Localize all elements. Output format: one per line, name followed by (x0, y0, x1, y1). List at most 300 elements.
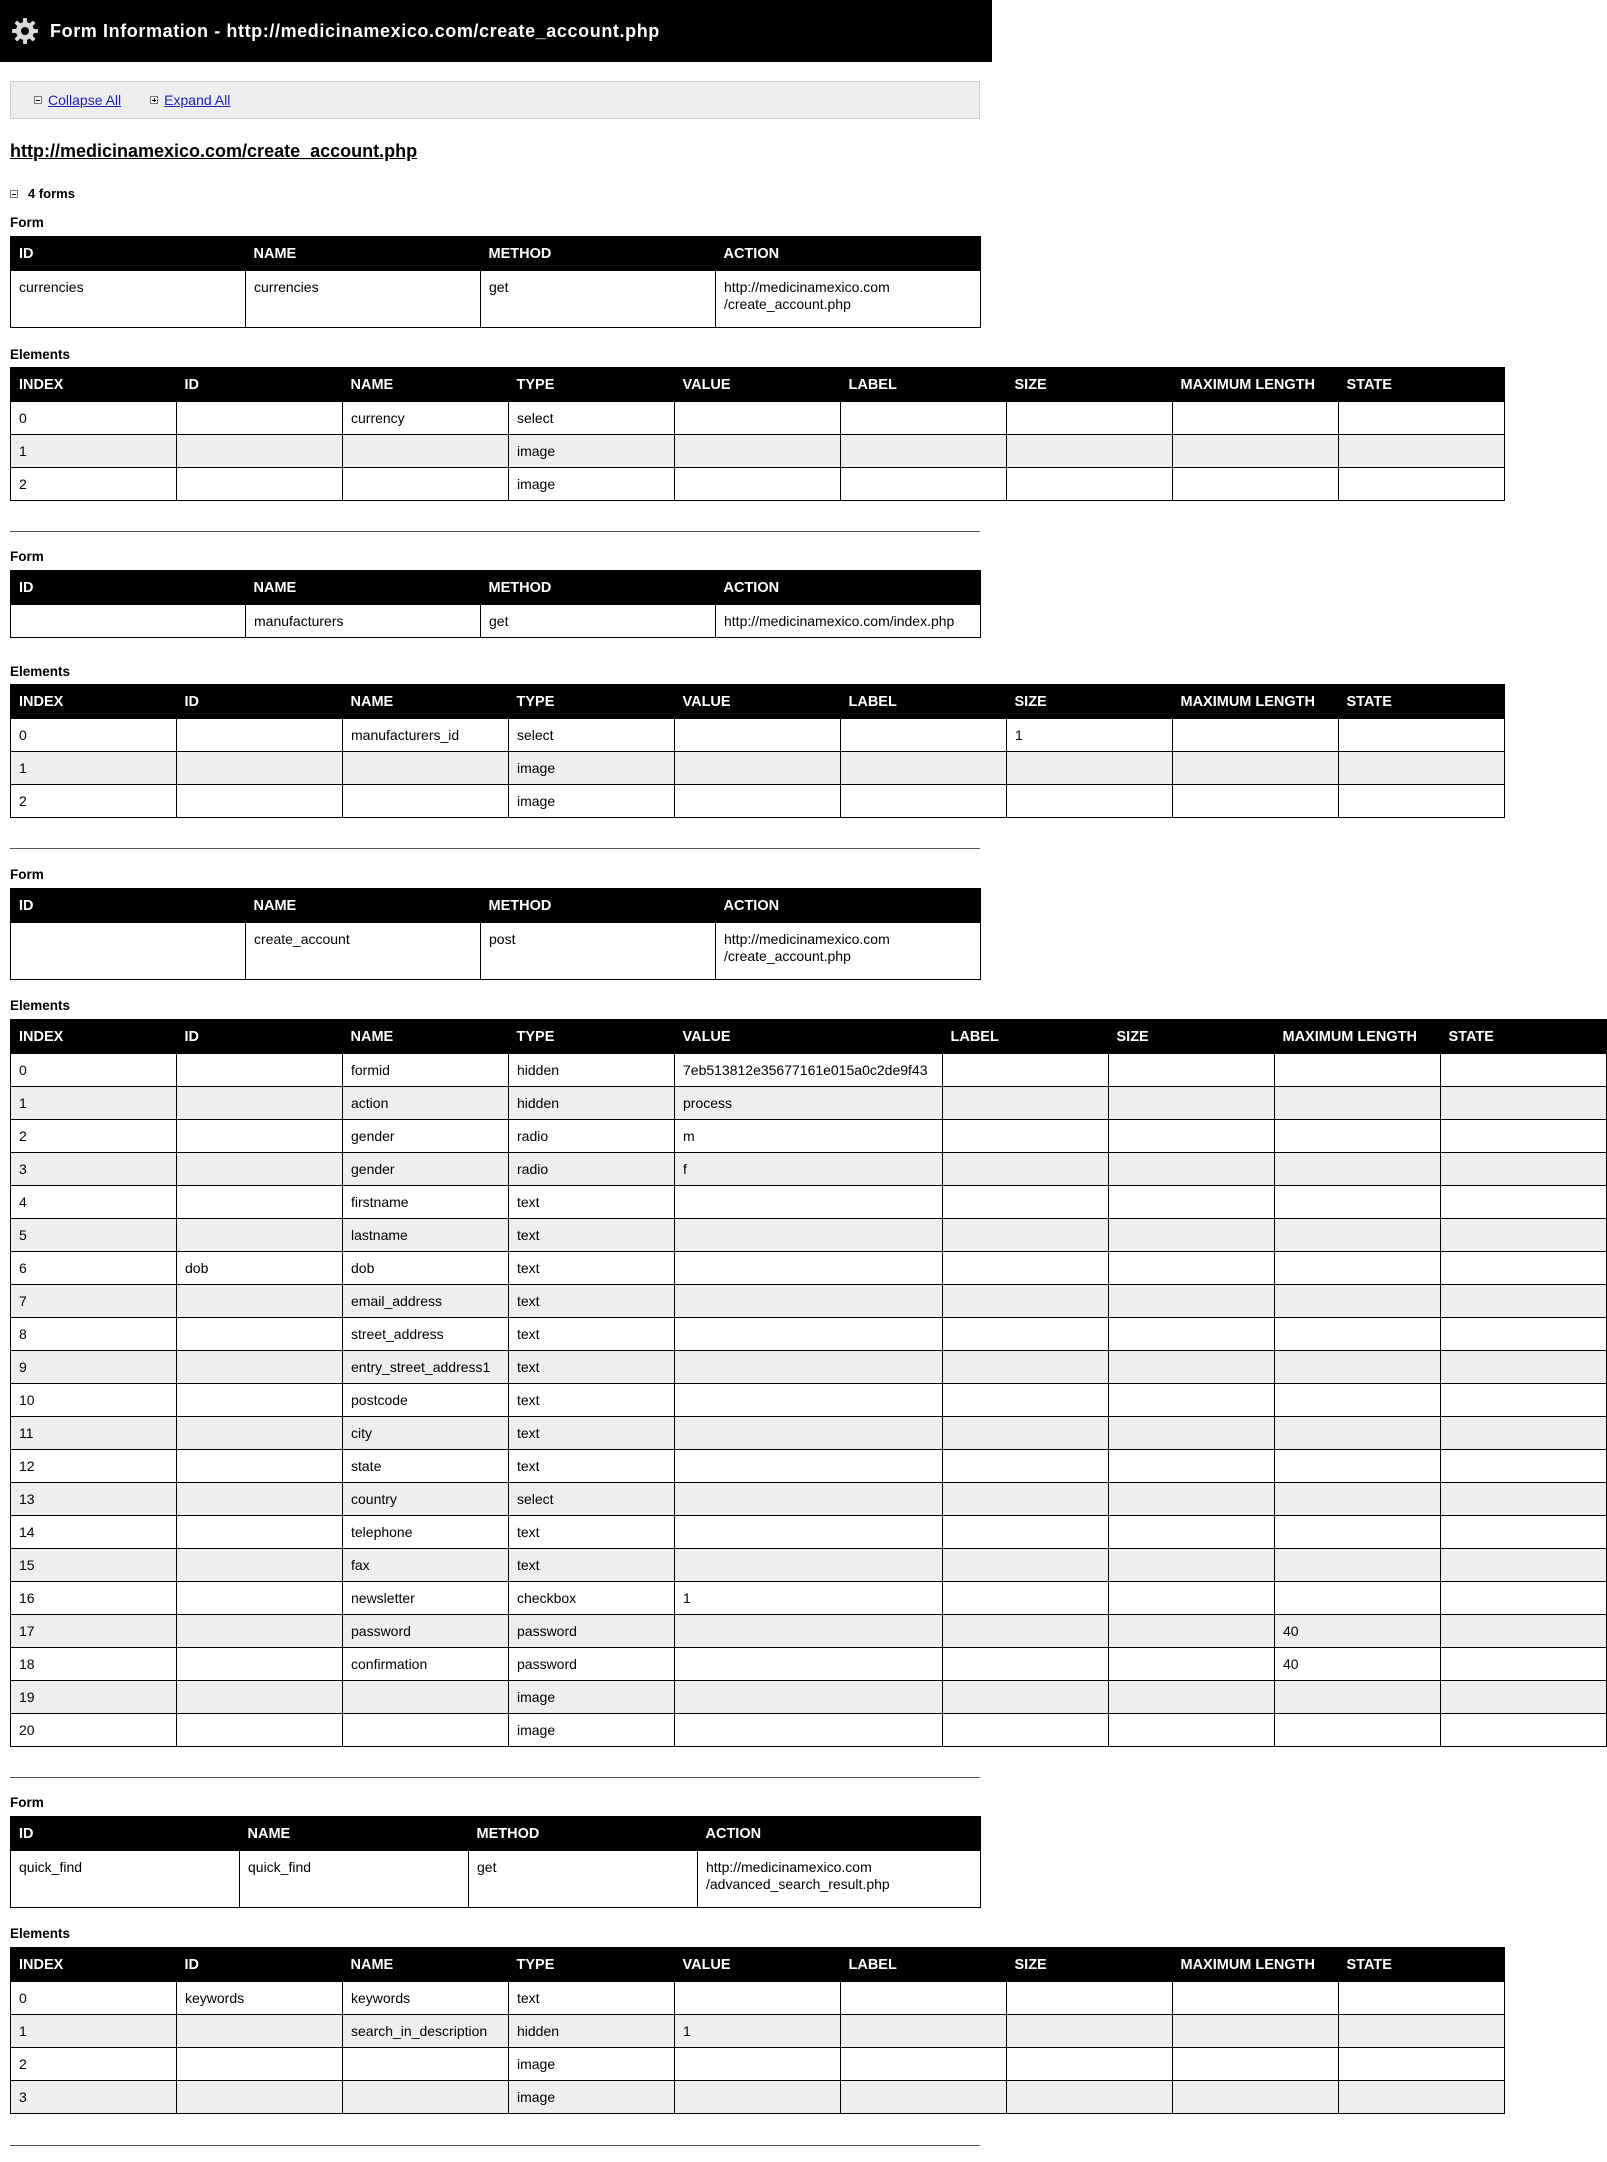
cell-maximum-length (1275, 1483, 1441, 1516)
cell-size (1007, 2015, 1173, 2048)
gear-icon (10, 16, 40, 46)
form-header-row (11, 237, 981, 271)
cell-type: image (509, 435, 675, 468)
cell-id (177, 1186, 343, 1219)
cell-label (841, 752, 1007, 785)
cell-index: 2 (11, 1120, 177, 1153)
cell-state (1441, 1681, 1607, 1714)
cell-state (1339, 435, 1505, 468)
column-header-id: ID (11, 237, 246, 271)
elements-table (10, 367, 1505, 501)
cell-name (343, 435, 509, 468)
cell-maximum-length (1173, 468, 1339, 501)
cell-size (1109, 1219, 1275, 1252)
cell-type: image (509, 752, 675, 785)
cell-index: 5 (11, 1219, 177, 1252)
cell-label (943, 1318, 1109, 1351)
cell-size (1109, 1351, 1275, 1384)
column-header-name: NAME (343, 368, 509, 402)
cell-index: 3 (11, 1153, 177, 1186)
form-action-cell (716, 923, 981, 980)
cell-value (675, 1318, 943, 1351)
collapse-icon[interactable] (10, 190, 18, 198)
form-section-label: Form (10, 867, 44, 882)
cell-name (343, 785, 509, 818)
cell-label (841, 785, 1007, 818)
cell-state (1441, 1714, 1607, 1747)
cell-index: 1 (11, 2015, 177, 2048)
column-header-state: STATE (1441, 1020, 1607, 1054)
cell-name: lastname (343, 1219, 509, 1252)
form-header-row (11, 889, 981, 923)
cell-index: 6 (11, 1252, 177, 1285)
cell-value (675, 719, 841, 752)
column-header-maximum-length: MAXIMUM LENGTH (1275, 1020, 1441, 1054)
cell-label (943, 1582, 1109, 1615)
cell-type: radio (509, 1153, 675, 1186)
table-row (11, 1483, 1607, 1516)
cell-id (177, 1087, 343, 1120)
column-header-maximum-length: MAXIMUM LENGTH (1173, 368, 1339, 402)
cell-name: keywords (343, 1982, 509, 2015)
cell-maximum-length (1173, 785, 1339, 818)
table-row (11, 1615, 1607, 1648)
table-row (11, 785, 1505, 818)
cell-label (841, 402, 1007, 435)
form-action-line: http://medicinamexico.com (724, 279, 890, 295)
column-header-method: METHOD (469, 1817, 698, 1851)
form-id-cell: currencies (11, 271, 246, 328)
cell-label (841, 719, 1007, 752)
form-id-cell: quick_find (11, 1851, 240, 1908)
cell-type: text (509, 1516, 675, 1549)
cell-name: street_address (343, 1318, 509, 1351)
cell-value (675, 1549, 943, 1582)
column-header-id: ID (11, 1817, 240, 1851)
cell-label (841, 2081, 1007, 2114)
cell-state (1441, 1252, 1607, 1285)
cell-id (177, 2015, 343, 2048)
table-row (11, 2081, 1505, 2114)
cell-label (841, 435, 1007, 468)
cell-name: newsletter (343, 1582, 509, 1615)
cell-name: manufacturers_id (343, 719, 509, 752)
cell-index: 7 (11, 1285, 177, 1318)
column-header-state: STATE (1339, 685, 1505, 719)
cell-name (343, 752, 509, 785)
form-row (11, 1851, 981, 1908)
cell-size (1109, 1087, 1275, 1120)
cell-index: 18 (11, 1648, 177, 1681)
table-row (11, 1417, 1607, 1450)
cell-id (177, 2081, 343, 2114)
cell-type: text (509, 1252, 675, 1285)
cell-size (1109, 1483, 1275, 1516)
cell-maximum-length (1275, 1516, 1441, 1549)
table-row (11, 1384, 1607, 1417)
cell-type: text (509, 1186, 675, 1219)
cell-maximum-length (1173, 2015, 1339, 2048)
cell-maximum-length (1275, 1549, 1441, 1582)
cell-name: action (343, 1087, 509, 1120)
column-header-type: TYPE (509, 1020, 675, 1054)
cell-state (1339, 402, 1505, 435)
cell-value (675, 1982, 841, 2015)
cell-type: select (509, 402, 675, 435)
column-header-state: STATE (1339, 1948, 1505, 1982)
cell-maximum-length (1275, 1582, 1441, 1615)
cell-id (177, 719, 343, 752)
cell-value (675, 435, 841, 468)
cell-maximum-length (1275, 1120, 1441, 1153)
column-header-size: SIZE (1007, 368, 1173, 402)
column-header-index: INDEX (11, 1020, 177, 1054)
cell-state (1441, 1054, 1607, 1087)
cell-type: image (509, 2081, 675, 2114)
cell-id (177, 1681, 343, 1714)
cell-state (1339, 468, 1505, 501)
table-row (11, 1582, 1607, 1615)
cell-name: email_address (343, 1285, 509, 1318)
expand-all-link[interactable]: Expand All (164, 92, 231, 108)
cell-index: 4 (11, 1186, 177, 1219)
cell-state (1441, 1186, 1607, 1219)
cell-index: 10 (11, 1384, 177, 1417)
form-action-cell (716, 271, 981, 328)
cell-size (1109, 1681, 1275, 1714)
table-row (11, 435, 1505, 468)
cell-name: firstname (343, 1186, 509, 1219)
cell-name: city (343, 1417, 509, 1450)
cell-label (943, 1417, 1109, 1450)
form-action-line: http://medicinamexico.com (724, 931, 890, 947)
cell-index: 19 (11, 1681, 177, 1714)
cell-state (1441, 1582, 1607, 1615)
table-row (11, 1351, 1607, 1384)
cell-maximum-length (1173, 719, 1339, 752)
form-action-cell (698, 1851, 981, 1908)
table-row (11, 402, 1505, 435)
cell-value: 7eb513812e35677161e015a0c2de9f43 (675, 1054, 943, 1087)
cell-size (1007, 752, 1173, 785)
column-header-name: NAME (246, 889, 481, 923)
column-header-method: METHOD (481, 889, 716, 923)
cell-value (675, 1450, 943, 1483)
form-row (11, 271, 981, 328)
cell-index: 13 (11, 1483, 177, 1516)
cell-state (1339, 1982, 1505, 2015)
cell-value: 1 (675, 1582, 943, 1615)
form-name-cell: manufacturers (246, 605, 481, 638)
section-divider (10, 2145, 980, 2146)
form-action-cell (716, 605, 981, 638)
cell-size (1109, 1582, 1275, 1615)
cell-state (1441, 1153, 1607, 1186)
cell-maximum-length (1275, 1285, 1441, 1318)
cell-name: state (343, 1450, 509, 1483)
cell-size (1007, 2048, 1173, 2081)
cell-id (177, 1582, 343, 1615)
cell-index: 2 (11, 2048, 177, 2081)
cell-id (177, 402, 343, 435)
cell-value (675, 1186, 943, 1219)
cell-size (1109, 1615, 1275, 1648)
cell-type: text (509, 1549, 675, 1582)
cell-label (841, 2015, 1007, 2048)
collapse-all-link[interactable]: Collapse All (48, 92, 122, 108)
cell-value: f (675, 1153, 943, 1186)
cell-id (177, 1351, 343, 1384)
column-header-action: ACTION (716, 237, 981, 271)
cell-value: process (675, 1087, 943, 1120)
cell-type: text (509, 1417, 675, 1450)
cell-maximum-length (1173, 752, 1339, 785)
cell-size (1109, 1318, 1275, 1351)
cell-index: 20 (11, 1714, 177, 1747)
table-row (11, 1153, 1607, 1186)
column-header-size: SIZE (1109, 1020, 1275, 1054)
form-section-label: Form (10, 549, 44, 564)
cell-size (1007, 402, 1173, 435)
column-header-name: NAME (343, 1948, 509, 1982)
table-row (11, 2015, 1505, 2048)
cell-index: 0 (11, 402, 177, 435)
cell-id (177, 752, 343, 785)
cell-index: 16 (11, 1582, 177, 1615)
cell-state (1441, 1285, 1607, 1318)
elements-header-row (11, 685, 1505, 719)
cell-label (943, 1153, 1109, 1186)
cell-value (675, 1285, 943, 1318)
column-header-name: NAME (246, 237, 481, 271)
cell-maximum-length (1275, 1450, 1441, 1483)
cell-value (675, 1483, 943, 1516)
cell-state (1441, 1087, 1607, 1120)
column-header-state: STATE (1339, 368, 1505, 402)
elements-header-row (11, 368, 1505, 402)
form-action-line: /create_account.php (724, 948, 851, 964)
cell-name: country (343, 1483, 509, 1516)
cell-label (943, 1285, 1109, 1318)
column-header-value: VALUE (675, 1020, 943, 1054)
cell-label (943, 1681, 1109, 1714)
cell-value (675, 2048, 841, 2081)
form-id-cell (11, 605, 246, 638)
cell-index: 17 (11, 1615, 177, 1648)
cell-index: 0 (11, 1982, 177, 2015)
cell-maximum-length (1275, 1714, 1441, 1747)
elements-section-label: Elements (10, 347, 71, 362)
cell-state (1441, 1120, 1607, 1153)
cell-size (1109, 1054, 1275, 1087)
cell-label (943, 1615, 1109, 1648)
cell-maximum-length (1173, 435, 1339, 468)
cell-maximum-length (1275, 1384, 1441, 1417)
cell-size (1007, 1982, 1173, 2015)
table-row (11, 1252, 1607, 1285)
form-row (11, 923, 981, 980)
cell-id (177, 1615, 343, 1648)
cell-type: radio (509, 1120, 675, 1153)
cell-index: 0 (11, 1054, 177, 1087)
column-header-action: ACTION (716, 571, 981, 605)
cell-state (1441, 1483, 1607, 1516)
cell-id (177, 1483, 343, 1516)
cell-label (943, 1351, 1109, 1384)
cell-maximum-length (1275, 1153, 1441, 1186)
cell-type: text (509, 1285, 675, 1318)
table-row (11, 2048, 1505, 2081)
cell-size (1109, 1417, 1275, 1450)
cell-label (943, 1450, 1109, 1483)
form-name-cell: create_account (246, 923, 481, 980)
cell-label (943, 1648, 1109, 1681)
cell-id (177, 1318, 343, 1351)
cell-id (177, 468, 343, 501)
cell-value (675, 752, 841, 785)
table-row (11, 1714, 1607, 1747)
table-row (11, 1054, 1607, 1087)
cell-index: 2 (11, 468, 177, 501)
expand-icon (150, 96, 158, 104)
form-action-line: http://medicinamexico.com (706, 1859, 872, 1875)
column-header-name: NAME (343, 685, 509, 719)
cell-value (675, 402, 841, 435)
cell-name: gender (343, 1120, 509, 1153)
cell-type: text (509, 1318, 675, 1351)
column-header-label: LABEL (943, 1020, 1109, 1054)
cell-label (943, 1054, 1109, 1087)
table-row (11, 1450, 1607, 1483)
cell-type: text (509, 1982, 675, 2015)
column-header-id: ID (177, 368, 343, 402)
cell-state (1441, 1516, 1607, 1549)
cell-label (943, 1186, 1109, 1219)
cell-state (1441, 1384, 1607, 1417)
cell-size (1109, 1384, 1275, 1417)
table-row (11, 468, 1505, 501)
cell-type: password (509, 1648, 675, 1681)
cell-maximum-length (1275, 1219, 1441, 1252)
cell-state (1339, 2081, 1505, 2114)
cell-id (177, 1120, 343, 1153)
form-header-row (11, 571, 981, 605)
cell-type: select (509, 719, 675, 752)
cell-state (1339, 785, 1505, 818)
cell-maximum-length (1173, 2081, 1339, 2114)
column-header-label: LABEL (841, 685, 1007, 719)
form-method-cell: get (481, 271, 716, 328)
cell-size (1109, 1285, 1275, 1318)
cell-type: text (509, 1384, 675, 1417)
cell-index: 2 (11, 785, 177, 818)
cell-value (675, 1681, 943, 1714)
form-section-label: Form (10, 1795, 44, 1810)
elements-section-label: Elements (10, 1926, 71, 1941)
table-row (11, 1285, 1607, 1318)
cell-type: text (509, 1219, 675, 1252)
cell-name: confirmation (343, 1648, 509, 1681)
section-divider (10, 848, 980, 849)
table-row (11, 1087, 1607, 1120)
cell-maximum-length (1275, 1351, 1441, 1384)
cell-state (1441, 1351, 1607, 1384)
collapse-all-button[interactable] (34, 92, 121, 108)
cell-name: dob (343, 1252, 509, 1285)
cell-type: image (509, 1714, 675, 1747)
column-header-method: METHOD (481, 571, 716, 605)
cell-maximum-length: 40 (1275, 1648, 1441, 1681)
table-row (11, 1219, 1607, 1252)
cell-name: search_in_description (343, 2015, 509, 2048)
form-row (11, 605, 981, 638)
cell-type: hidden (509, 2015, 675, 2048)
form-table (10, 236, 981, 328)
column-header-id: ID (177, 685, 343, 719)
table-row (11, 752, 1505, 785)
cell-label (841, 1982, 1007, 2015)
cell-state (1339, 2015, 1505, 2048)
cell-maximum-length (1275, 1417, 1441, 1450)
cell-size (1109, 1648, 1275, 1681)
cell-size (1007, 468, 1173, 501)
cell-index: 15 (11, 1549, 177, 1582)
form-table (10, 570, 981, 638)
cell-label (943, 1087, 1109, 1120)
table-row (11, 1982, 1505, 2015)
cell-label (943, 1516, 1109, 1549)
column-header-name: NAME (240, 1817, 469, 1851)
cell-type: hidden (509, 1087, 675, 1120)
cell-value: 1 (675, 2015, 841, 2048)
column-header-label: LABEL (841, 368, 1007, 402)
column-header-maximum-length: MAXIMUM LENGTH (1173, 1948, 1339, 1982)
forms-count-toggle[interactable] (10, 186, 75, 201)
cell-maximum-length (1173, 2048, 1339, 2081)
column-header-type: TYPE (509, 1948, 675, 1982)
cell-name (343, 1714, 509, 1747)
elements-header-row (11, 1948, 1505, 1982)
cell-name (343, 2048, 509, 2081)
cell-name: telephone (343, 1516, 509, 1549)
form-id-cell (11, 923, 246, 980)
page-url-heading[interactable]: http://medicinamexico.com/create_account.php (10, 141, 418, 161)
cell-name (343, 1681, 509, 1714)
cell-type: image (509, 2048, 675, 2081)
column-header-type: TYPE (509, 368, 675, 402)
cell-id (177, 1648, 343, 1681)
cell-type: select (509, 1483, 675, 1516)
cell-size (1109, 1450, 1275, 1483)
cell-label (943, 1483, 1109, 1516)
cell-maximum-length (1275, 1318, 1441, 1351)
cell-id (177, 1549, 343, 1582)
form-method-cell: get (469, 1851, 698, 1908)
cell-state (1441, 1450, 1607, 1483)
cell-state (1441, 1219, 1607, 1252)
cell-index: 3 (11, 2081, 177, 2114)
cell-id (177, 1153, 343, 1186)
column-header-name: NAME (343, 1020, 509, 1054)
cell-size (1007, 785, 1173, 818)
cell-value (675, 1714, 943, 1747)
cell-maximum-length (1275, 1087, 1441, 1120)
form-action-line: http://medicinamexico.com/index.php (724, 612, 955, 629)
expand-all-button[interactable] (150, 92, 230, 108)
cell-size (1109, 1120, 1275, 1153)
cell-state (1441, 1549, 1607, 1582)
elements-table (10, 1019, 1607, 1747)
